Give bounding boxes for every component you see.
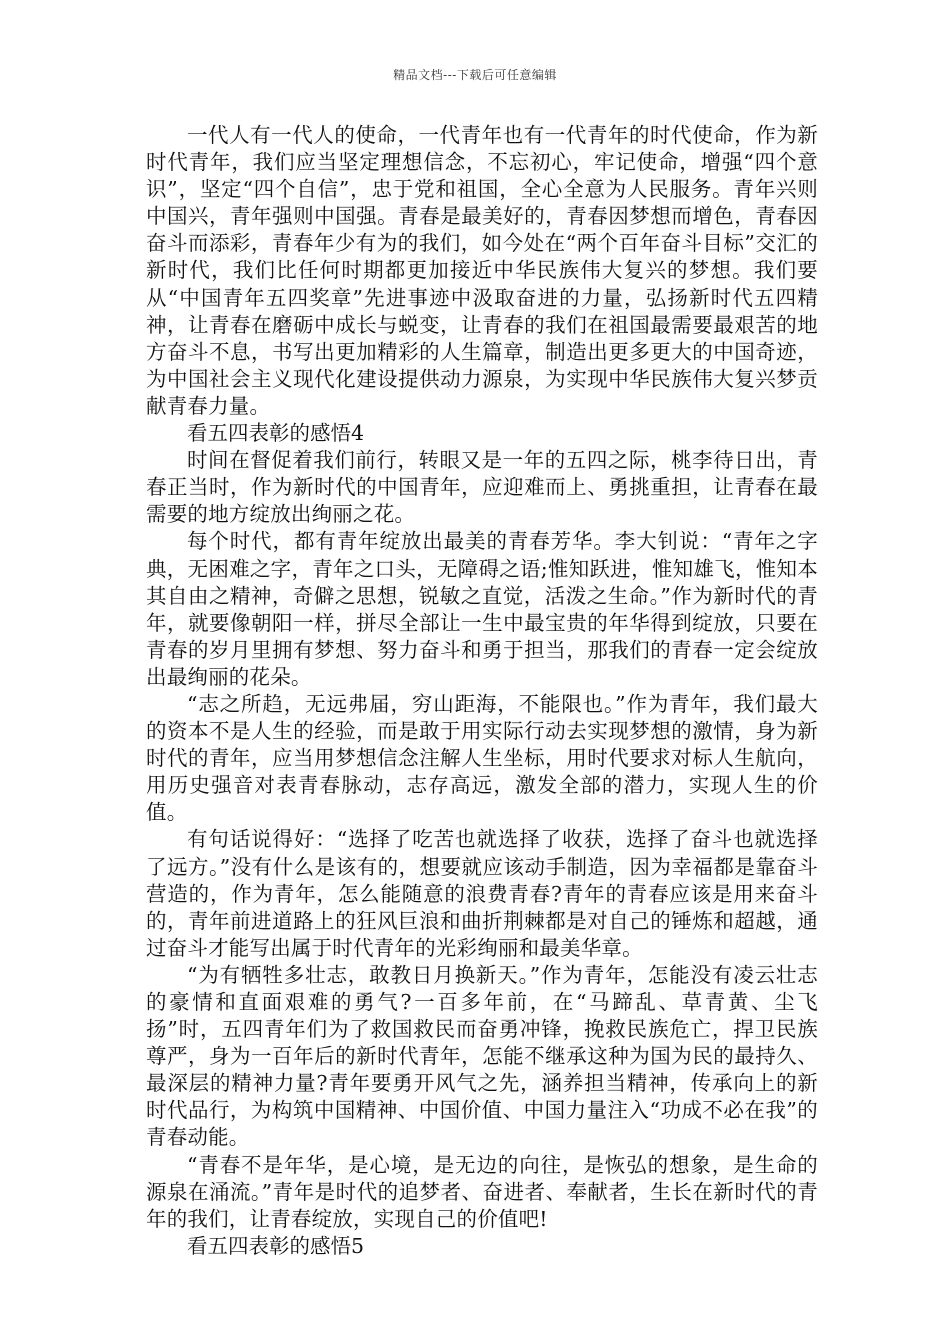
page-header: 精品文档---下载后可任意编辑 [393, 68, 557, 82]
paragraph: 时间在督促着我们前行，转眼又是一年的五四之际，桃李待日出，青春正当时，作为新时代的中国青年，应迎难而上、勇挑重担，让青春在最需要的地方绽放出绚丽之花。 [146, 448, 818, 527]
section-heading: 看五四表彰的感悟5 [187, 1233, 365, 1258]
paragraph: 每个时代，都有青年绽放出最美的青春芳华。李大钊说：“青年之字典，无困难之字，青年之口头，无障碍之语;惟知跃进，惟知雄飞，惟知本其自由之精神，奇僻之思想，锐敏之直觉，活泼之生命。”作为新时代的青年，就要像朝阳一样，拼尽全部让一生中最宝贵的年华得到绽放，只要在青春的岁月里拥有梦想、努力奋斗和勇于担当，那我们的青春一定会绽放出最绚丽的花朵。 [146, 529, 818, 689]
paragraph: “青春不是年华，是心境，是无边的向往，是恢弘的想象，是生命的源泉在涌流。”青年是时代的追梦者、奋进者、奉献者，生长在新时代的青年的我们，让青春绽放，实现自己的价值吧! [146, 1152, 818, 1231]
paragraph: “为有牺牲多壮志，敢教日月换新天。”作为青年，怎能没有凌云壮志的豪情和直面艰难的勇气?一百多年前，在“马蹄乱、草青黄、尘飞扬”时，五四青年们为了救国救民而奋勇冲锋，挽救民族危亡，捍卫民族尊严，身为一百年后的新时代青年，怎能不继承这种为国为民的最持久、最深层的精神力量?青年要勇开风气之先，涵养担当精神，传承向上的新时代品行，为构筑中国精神、中国价值、中国力量注入“功成不必在我”的青春动能。 [146, 962, 818, 1150]
paragraph: 有句话说得好：“选择了吃苦也就选择了收获，选择了奋斗也就选择了远方。”没有什么是该有的，想要就应该动手制造，因为幸福都是靠奋斗营造的，作为青年，怎么能随意的浪费青春?青年的青春应该是用来奋斗的，青年前进道路上的狂风巨浪和曲折荆棘都是对自己的锤炼和超越，通过奋斗才能写出属于时代青年的光彩绚丽和最美华章。 [146, 827, 818, 960]
section-heading: 看五四表彰的感悟4 [187, 421, 365, 446]
document-body [146, 122, 818, 1260]
paragraph: 一代人有一代人的使命，一代青年也有一代青年的时代使命，作为新时代青年，我们应当坚定理想信念，不忘初心，牢记使命，增强“四个意识”，坚定“四个自信”，忠于党和祖国，全心全意为人民服务。青年兴则中国兴，青年强则中国强。青春是最美好的，青春因梦想而增色，青春因奋斗而添彩，青春年少有为的我们，如今处在“两个百年奋斗目标”交汇的新时代，我们比任何时期都更加接近中华民族伟大复兴的梦想。我们要从“中国青年五四奖章”先进事迹中汲取奋进的力量，弘扬新时代五四精神，让青春在磨砺中成长与蜕变，让青春的我们在祖国最需要最艰苦的地方奋斗不息，书写出更加精彩的人生篇章，制造出更多更大的中国奇迹，为中国社会主义现代化建设提供动力源泉，为实现中华民族伟大复兴梦贡献青春力量。 [146, 123, 818, 418]
paragraph: “志之所趋，无远弗届，穷山距海，不能限也。”作为青年，我们最大的资本不是人生的经验，而是敢于用实际行动去实现梦想的激情，身为新时代的青年，应当用梦想信念注解人生坐标，用时代要求对标人生航向，用历史强音对表青春脉动，志存高远，激发全部的潜力，实现人生的价值。 [146, 691, 818, 825]
